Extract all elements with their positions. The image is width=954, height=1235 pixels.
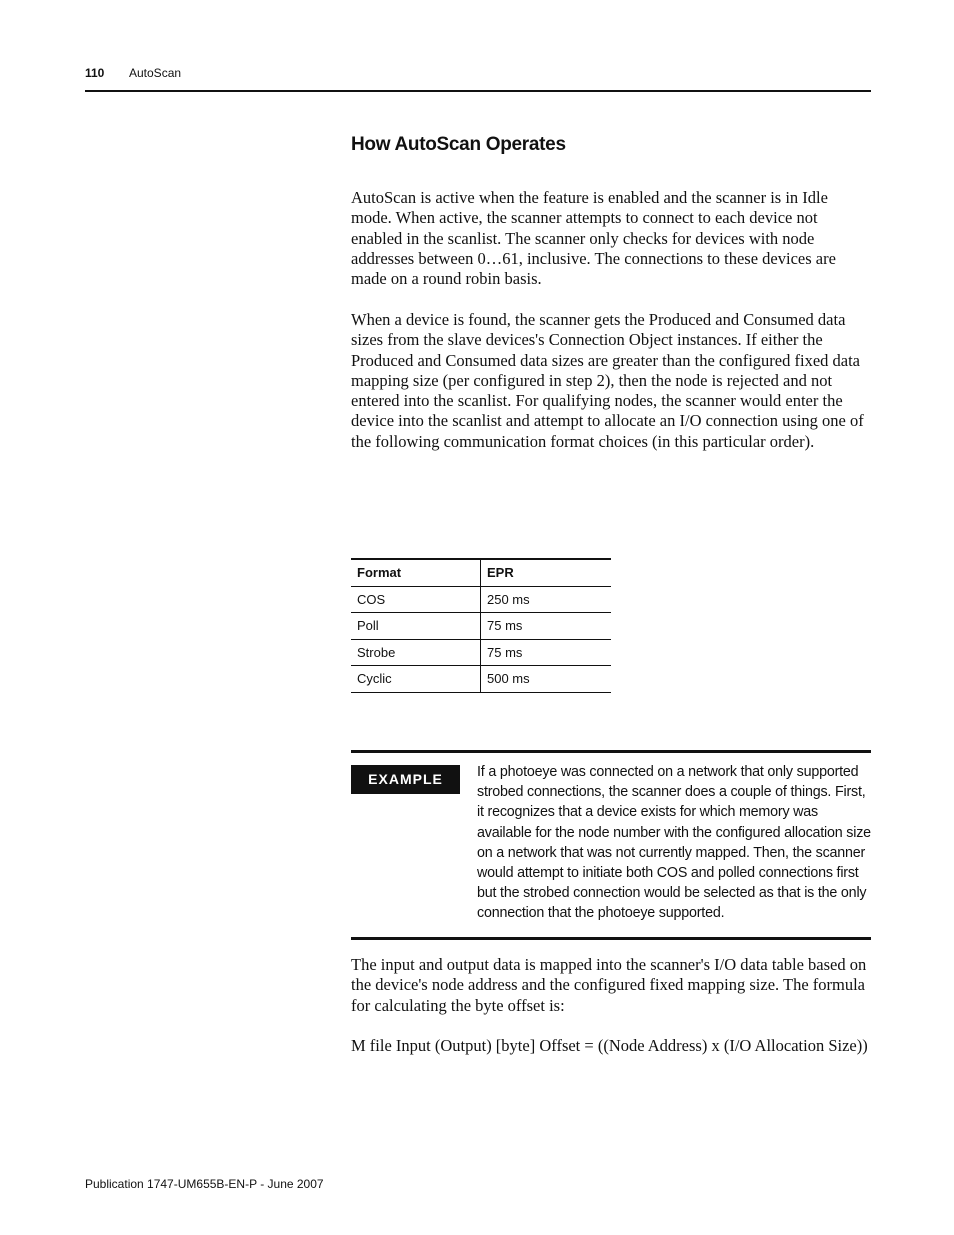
offset-formula: M file Input (Output) [byte] Offset = ((Node Address) x (I/O Allocation Size)) <box>351 1036 868 1055</box>
cell-format: Strobe <box>351 639 481 666</box>
paragraph-data-mapping: The input and output data is mapped into the scanner's I/O data table based on the device's node address and the configured fixed mapping size. The formula for calculating the byte offset is: <box>351 955 867 1015</box>
cell-format: Cyclic <box>351 666 481 693</box>
table-row <box>351 613 611 640</box>
example-badge: EXAMPLE <box>351 765 460 794</box>
section-heading: How AutoScan Operates <box>351 134 566 155</box>
cell-epr: 500 ms <box>481 666 612 693</box>
header-epr: EPR <box>481 559 612 586</box>
page-number: 110 <box>85 66 105 80</box>
table-row <box>351 666 611 693</box>
cell-format: Poll <box>351 613 481 640</box>
table-row <box>351 639 611 666</box>
cell-epr: 250 ms <box>481 586 612 613</box>
paragraph-device-found: When a device is found, the scanner gets the Produced and Consumed data sizes from the slave devices's Connection Object instances. If either the Produced and Consumed data sizes are greater than the configured fixed data mapping size (per configured in step 2), then the node is rejected and not entered into the scanlist. For qualifying nodes, the scanner would enter the device into the scanlist and attempt to allocate an I/O connection using one of the following communication format choices (in this particular order). <box>351 310 864 451</box>
page-header <box>85 66 871 92</box>
table-header-row <box>351 559 611 586</box>
paragraph-autoscan-active: AutoScan is active when the feature is enabled and the scanner is in Idle mode. When active, the scanner attempts to connect to each device not enabled in the scanlist. The scanner only checks for devices with node addresses between 0…61, inclusive. The connections to these devices are made on a round robin basis. <box>351 188 836 289</box>
cell-format: COS <box>351 586 481 613</box>
running-title: AutoScan <box>129 66 182 80</box>
format-epr-table <box>351 558 611 693</box>
cell-epr: 75 ms <box>481 639 612 666</box>
example-text: If a photoeye was connected on a network that only supported strobed connections, the scanner does a couple of things. First, it recognizes that a device exists for which memory was available for the node number with the configured allocation size on a network that was not currently mapped. Then, the scanner would attempt to initiate both COS and polled connections first but the strobed connection would be selected as that is the only connection that the photoeye supported. <box>477 764 871 922</box>
table-row <box>351 586 611 613</box>
header-format: Format <box>351 559 481 586</box>
example-callout <box>351 750 871 940</box>
publication-footer: Publication 1747-UM655B-EN-P - June 2007 <box>85 1177 324 1191</box>
cell-epr: 75 ms <box>481 613 612 640</box>
